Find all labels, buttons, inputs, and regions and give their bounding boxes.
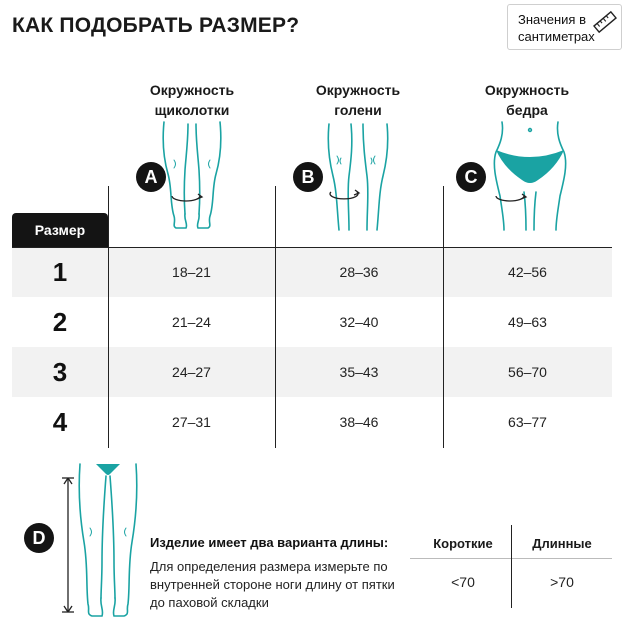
page-title: КАК ПОДОБРАТЬ РАЗМЕР? (12, 14, 300, 37)
badge-a: A (136, 162, 166, 192)
table-divider (108, 186, 109, 448)
column-header-line1: Окружность (484, 82, 570, 98)
column-header-line1: Окружность (315, 82, 401, 98)
ruler-icon (591, 8, 619, 36)
thigh-cell: 49–63 (508, 314, 547, 330)
hips-illustration-thigh (490, 120, 570, 232)
badge-c: C (456, 162, 486, 192)
column-header-line1: Окружность (149, 82, 235, 98)
table-row (12, 297, 612, 347)
legs-illustration-length (58, 462, 158, 622)
table-row (12, 347, 612, 397)
table-row (12, 397, 612, 447)
table-divider (443, 186, 444, 448)
length-table-divider (511, 525, 512, 608)
units-note-box (507, 4, 622, 50)
column-header-line2: бедра (506, 102, 548, 118)
length-value-long: >70 (550, 574, 574, 590)
column-header-ankle (117, 80, 267, 120)
size-column-header: Размер (12, 213, 108, 247)
size-value: 2 (52, 307, 68, 337)
column-header-line2: щиколотки (154, 102, 230, 118)
units-note: Значения в сантиметрах (518, 12, 595, 44)
calf-cell: 32–40 (339, 314, 379, 330)
ankle-cell: 24–27 (172, 364, 211, 380)
length-note-title: Изделие имеет два варианта длины: (150, 535, 389, 550)
ankle-cell: 27–31 (172, 414, 211, 430)
length-note-text: Для определения размера измерьте по внутренней стороне ноги длину от пятки до паховой складки (150, 559, 395, 610)
length-value-short: <70 (451, 574, 475, 590)
column-header-thigh (452, 80, 602, 120)
calf-cell: 28–36 (339, 264, 379, 280)
size-value: 1 (52, 257, 68, 287)
calf-cell: 38–46 (339, 414, 379, 430)
column-header-line2: голени (334, 102, 382, 118)
thigh-cell: 56–70 (508, 364, 547, 380)
thigh-cell: 63–77 (508, 414, 547, 430)
size-value: 3 (52, 357, 68, 387)
table-divider (275, 186, 276, 448)
ankle-cell: 18–21 (172, 264, 211, 280)
calf-cell: 35–43 (339, 364, 379, 380)
length-header-short: Короткие (433, 536, 493, 551)
badge-d: D (24, 523, 54, 553)
ankle-cell: 21–24 (172, 314, 211, 330)
size-value: 4 (52, 407, 68, 437)
table-row (12, 247, 612, 297)
column-header-calf (283, 80, 433, 120)
thigh-cell: 42–56 (508, 264, 547, 280)
legs-illustration-calf (323, 120, 393, 232)
badge-b: B (293, 162, 323, 192)
table-header-line (12, 247, 612, 248)
length-header-long: Длинные (532, 536, 592, 551)
